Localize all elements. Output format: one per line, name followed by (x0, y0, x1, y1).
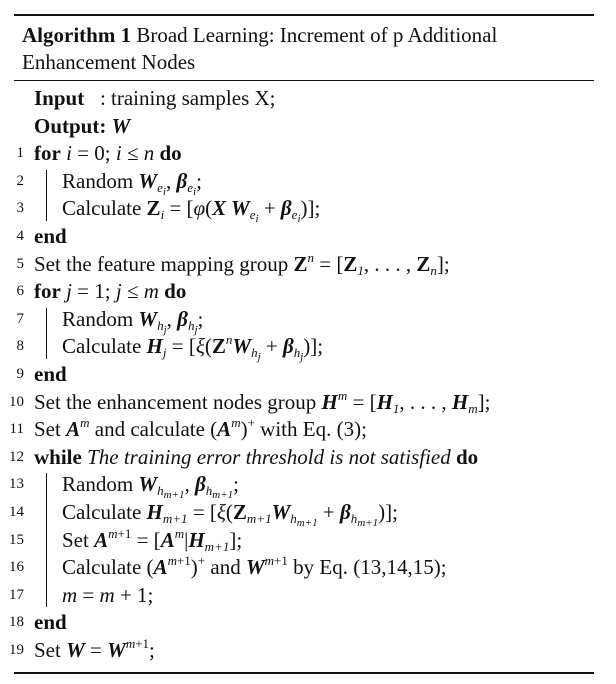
algorithm-line (14, 168, 594, 196)
line-text: Random $W_{h_{m+1}}$, $\beta_{h_{m+1}}$; (62, 472, 239, 502)
algorithm-line (9, 609, 594, 637)
line-number: 15 (9, 531, 24, 548)
algorithm-line (9, 471, 594, 502)
algorithm-line (14, 195, 594, 226)
line-number: 7 (16, 310, 24, 327)
line-number: 11 (9, 421, 24, 438)
algorithm-title: Broad Learning: Increment of p Additional Enhancement Nodes (22, 23, 498, 74)
algorithm-line (14, 140, 594, 168)
bottom-rule (14, 672, 594, 674)
output-keyword: Output: (34, 113, 107, 138)
line-number: 6 (16, 283, 24, 300)
line-text: Calculate $H_{m+1} = [\xi(Z_{m+1}W_{h_{m+1}} + \beta_{h_{m+1}})]$; (62, 499, 398, 529)
algorithm-line (9, 387, 594, 417)
algorithm-line (14, 306, 594, 334)
line-number: 5 (16, 255, 24, 272)
while-loop-bar (46, 473, 47, 607)
line-text: Random $W_{e_i}$, $\beta_{e_i}$; (62, 168, 202, 198)
for-loop-bar-2 (46, 308, 47, 359)
line-text: for j = 1; j ≤ m do (34, 279, 187, 304)
algorithm-line (9, 444, 594, 472)
line-number: 10 (9, 393, 24, 410)
algorithm-line (14, 278, 594, 306)
line-text: Calculate $Z_i = [\varphi(X$ $W_{e_i} + \beta_{e_i}$)]; (62, 196, 321, 226)
input-keyword: Input (34, 86, 85, 110)
algorithm-line (14, 332, 594, 364)
algorithm-body (9, 81, 594, 666)
line-number: 8 (16, 338, 24, 355)
line-number: 13 (9, 476, 24, 493)
line-text: end (34, 223, 67, 248)
algorithm-line (9, 582, 594, 610)
algorithm-line (9, 499, 594, 529)
line-number: 18 (9, 614, 24, 631)
line-text: Calculate $H_j = [\xi(Z^nW_{h_j} + \beta_{h_j})]$; (62, 332, 324, 364)
algorithm-line (9, 525, 594, 555)
line-text: end (34, 361, 67, 386)
line-number: 12 (9, 448, 24, 465)
algorithm-line (9, 415, 594, 444)
line-number: 14 (9, 503, 24, 520)
line-number: 4 (16, 227, 24, 244)
algorithm-line (9, 635, 594, 665)
line-text: Set $A^m$ and calculate $(A^m)^+$ with Eq. (3); (34, 415, 367, 442)
algorithm-line (14, 251, 594, 279)
algorithm-lines (9, 140, 594, 664)
line-number: 1 (16, 145, 24, 162)
line-text: end (34, 610, 67, 635)
algorithm-line (14, 223, 594, 251)
line-number: 17 (9, 586, 24, 603)
input-text: : training samples X; (99, 86, 276, 110)
output-line (14, 113, 594, 141)
line-text: Set $A^{m+1} = [A^m|H_{m+1}]$; (62, 525, 243, 554)
line-number: 9 (16, 365, 24, 382)
algorithm-label: Algorithm 1 (22, 23, 132, 47)
line-text: Set the enhancement nodes group $H^m = [H_1$, . . . , $H_m$]; (34, 387, 491, 416)
line-number: 2 (16, 172, 24, 189)
algorithm-box (9, 14, 594, 674)
output-text: W (111, 113, 131, 138)
line-number: 16 (9, 559, 24, 576)
for-loop-bar-1 (46, 170, 47, 221)
line-text: while The training error threshold is not satisfied do (34, 444, 479, 469)
line-number: 3 (16, 200, 24, 217)
line-text: Set the feature mapping group $Z^n = [Z_1$, . . . , $Z_n$]; (34, 249, 450, 278)
algorithm-caption (14, 16, 594, 80)
line-text: Set $W = W^{m+1}$; (34, 635, 155, 662)
input-line (14, 85, 594, 113)
line-number: 19 (9, 641, 24, 658)
line-text: Random $W_{h_j}$, $\beta_{h_j}$; (62, 306, 204, 336)
algorithm-line (14, 361, 594, 389)
line-text: m = m + 1; (62, 582, 154, 607)
line-text: Calculate $(A^{m+1})^+$ and $W^{m+1}$ by Eq. (13,14,15); (62, 553, 447, 580)
line-text: for i = 0; i ≤ n do (34, 141, 182, 166)
algorithm-line (9, 553, 594, 582)
